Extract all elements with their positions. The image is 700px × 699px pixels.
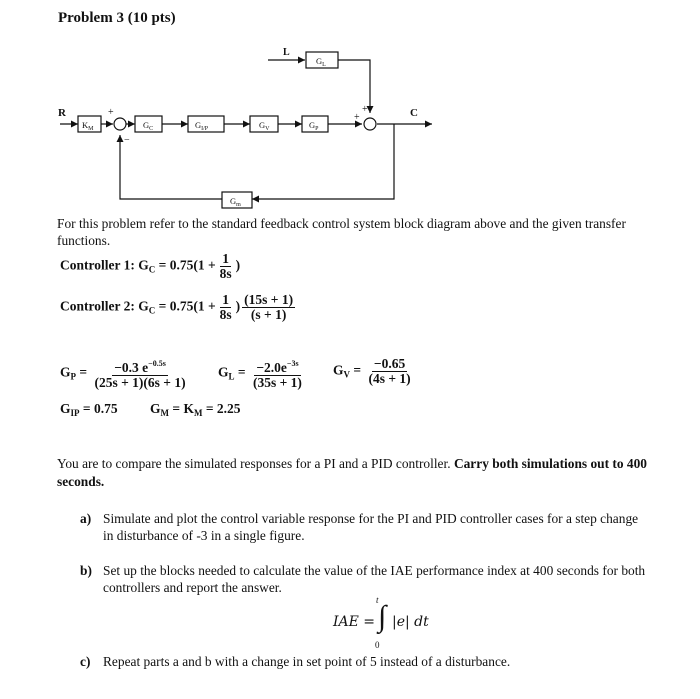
feedback-line-right (252, 124, 394, 199)
gv-fraction: $\frac{-0.65}{(4s + 1)}$ (368, 356, 411, 386)
gv-equation: $G_V$ = $\frac{-0.65}{(4s + 1)}$ (333, 356, 411, 386)
km-block-label: $K_M$ (82, 120, 94, 132)
gp-equation: $G_P$ = $\frac{-0.3 e^{-0.5s}}{(25s + 1)(6s + 1)}$ (60, 359, 186, 390)
sum1-plus-sign: + (108, 107, 114, 118)
iae-upper-limit: t (376, 595, 379, 605)
feedback-line-left (120, 135, 222, 199)
summing-junction-2 (364, 118, 376, 130)
controller-2-lead-lag: $\frac{(15s + 1)}{(s + 1)}$ (244, 292, 294, 322)
controller-2-fraction: $\frac{1}{8s}$ (219, 292, 232, 322)
task-paragraph: You are to compare the simulated responses for a PI and a PID controller. Carry both simulations out to 400 seconds. (57, 456, 647, 489)
integral-sign: ∫ (378, 600, 387, 633)
iae-integrand: |e| dt (392, 614, 429, 630)
controller-2-equation: Controller 2: $G_C = 0.75(1$ + $\frac{1}{8s}$ ) $\frac{(15s + 1)}{(s + 1)}$ (60, 292, 294, 322)
gl-equation: $G_L$ = $\frac{-2.0e^{-3s}}{(35s + 1)}$ (218, 359, 302, 390)
gp-fraction: $\frac{-0.3 e^{-0.5s}}{(25s + 1)(6s + 1)}$ (94, 359, 186, 390)
sum2-plus-left: + (354, 112, 360, 123)
sum2-plus-top: + (362, 104, 368, 115)
iae-lhs: IAE = (333, 614, 376, 630)
intro-paragraph: For this problem refer to the standard feedback control system block diagram above and the given transfer functions. (57, 216, 626, 248)
output-label: C (410, 107, 418, 119)
gl-fraction: $\frac{-2.0e^{-3s}}{(35s + 1)}$ (252, 359, 302, 390)
controller-1-equation: Controller 1: $G_C = 0.75(1$ + $\frac{1}{8s}$ ) (60, 251, 241, 281)
gm-equation: $G_M = K_M = 2.25$ (150, 401, 241, 418)
sum1-minus-sign: − (124, 135, 130, 146)
gc-block-label: $G_C$ (143, 120, 154, 132)
problem-title: Problem 3 (10 pts) (58, 10, 176, 26)
gm-block-label: $G_m$ (230, 196, 241, 208)
question-c: c) Repeat parts a and b with a change in set point of 5 instead of a disturbance. (80, 654, 511, 669)
gip-block-label: $G_{I/P}$ (195, 120, 209, 132)
gp-block-label: $G_P$ (309, 120, 319, 132)
question-a: a) Simulate and plot the control variable response for the PI and PID controller cases for a step change in disturbance of -3 in a single figure. (80, 511, 639, 543)
question-b: b) Set up the blocks needed to calculate the value of the IAE performance index at 400 seconds for both controllers and report the answer. (80, 563, 646, 595)
disturbance-label: L (283, 47, 290, 58)
gv-block-label: $G_V$ (259, 120, 270, 132)
gip-equation: $G_{IP} = 0.75$ (60, 401, 118, 418)
controller-1-fraction: $\frac{1}{8s}$ (219, 251, 232, 281)
input-label: R (58, 107, 66, 119)
iae-lower-limit: 0 (375, 640, 380, 650)
gl-block-label: $G_L$ (316, 56, 326, 68)
summing-junction-1 (114, 118, 126, 130)
block-diagram (0, 0, 700, 215)
